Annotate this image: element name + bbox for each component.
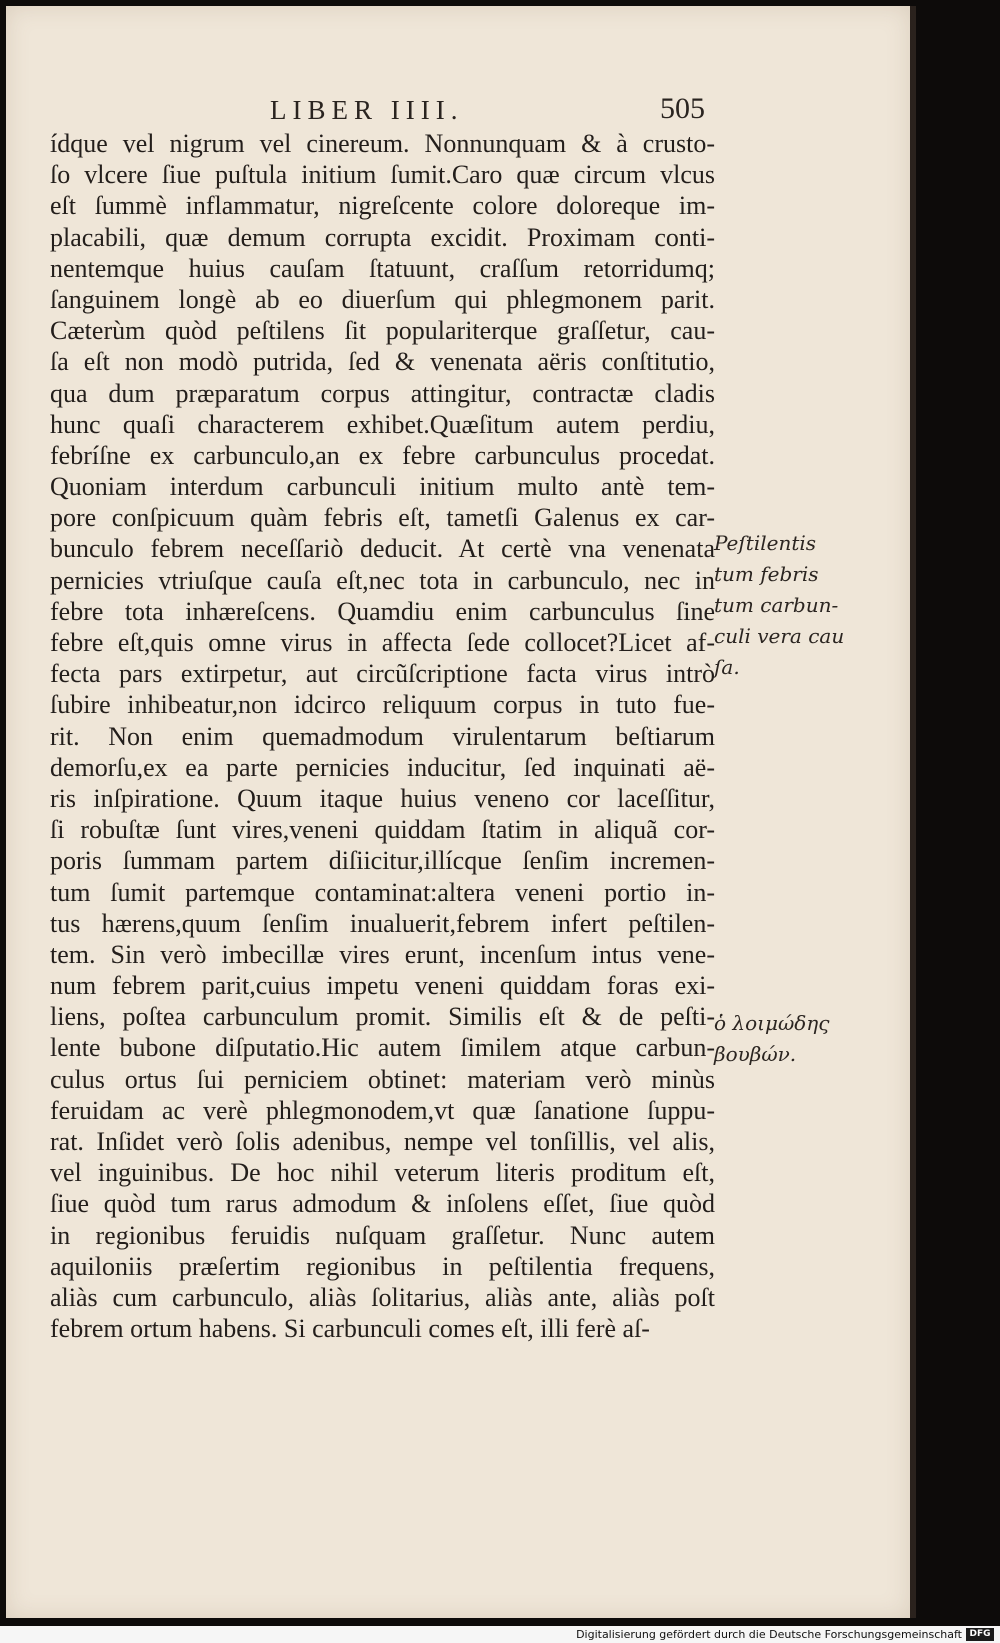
margin-note-line: tum carbun- [714,593,839,617]
margin-note-line: ſa. [714,655,740,679]
text-line: placabili, quæ demum corrupta excidit. Proximam conti- [50,222,715,252]
text-line: pernicies vtriuſque cauſa eſt,nec tota in carbunculo, nec in [50,565,715,595]
text-line: vel inguinibus. De hoc nihil veterum literis proditum eſt, [50,1158,715,1188]
text-line: in regionibus feruidis nuſquam graſſetur. Nunc autem [50,1220,715,1250]
text-line: febre tota inhæreſcens. Quamdiu enim carbunculus ſine [50,596,715,626]
text-line: nentemque huius cauſam ſtatuunt, craſſum retorridumq; [50,253,715,283]
text-line: aliàs cum carbunculo, aliàs ſolitarius, aliàs ante, aliàs poſt [50,1282,715,1312]
funding-credit: Digitalisierung gefördert durch die Deutsche Forschungsgemeinschaft [576,1628,962,1641]
text-line: bunculo febrem neceſſariò deducit. At certè vna venenata [50,534,715,564]
text-line: febre eſt,quis omne virus in affecta ſede collocet?Licet af- [50,628,715,657]
text-line: ſubire inhibeatur,non idcirco reliquum corpus in tuto fue- [50,690,715,720]
text-line: liens, poſtea carbunculum promit. Similis eſt & de peſti- [50,1002,715,1032]
text-line: tem. Sin verò imbecillæ vires erunt, incenſum intus vene- [50,939,715,969]
text-line: ſo vlcere ſiue puſtula initium ſumit.Caro quæ circum vlcus [50,160,715,190]
dfg-logo: DFG [966,1628,994,1641]
main-text-block [50,128,715,1344]
text-line: eſt ſummè inflammatur, nigreſcente colore doloreque im- [50,191,715,221]
text-line: ſa eſt non modò putrida, ſed & venenata aëris conſtitutio, [50,347,715,377]
margin-note-line: ὁ λοιμώδης [714,1011,830,1035]
text-line: num febrem parit,cuius impetu veneni quiddam foras exi- [50,971,715,1001]
text-line: rit. Non enim quemadmodum virulentarum beſtiarum [50,721,715,751]
margin-note-line: βουβών. [714,1042,797,1066]
text-line: culus ortus ſui perniciem obtinet: materiam verò minùs [50,1064,715,1094]
text-line: fecta pars extirpetur, aut circũſcriptione facta virus intrò [50,659,715,689]
text-line: ris inſpiratione. Quum itaque huius veneno cor laceſſitur, [50,783,715,813]
text-line: qua dum præparatum corpus attingitur, contractæ cladis [50,378,715,408]
text-line: febrem ortum habens. Si carbunculi comes eſt, illi ferè aſ- [50,1314,650,1344]
text-line: ſi robuſtæ ſunt vires,veneni quiddam ſtatim in aliquã cor- [50,815,715,845]
text-line: aquiloniis præſertim regionibus in peſtilentia frequens, [50,1251,715,1281]
text-line: Cæterùm quòd peſtilens ſit populariterque graſſetur, cau- [50,316,715,346]
text-line: ídque vel nigrum vel cinereum. Nonnunquam & à crusto- [50,129,715,158]
text-line: feruidam ac verè phlegmonodem,vt quæ ſanatione ſuppu- [50,1095,715,1125]
text-line: demorſu,ex ea parte pernicies inducitur, ſed inquinati aë- [50,752,715,782]
margin-note-cause [714,528,844,683]
page-number: 505 [660,92,705,125]
margin-note-line: culi vera cau [714,624,845,648]
text-line: rat. Inſidet verò ſolis adenibus, nempe vel tonſillis, vel alis, [50,1127,715,1156]
margin-note-line: Peſtilentis [714,531,817,555]
text-line: tum ſumit partemque contaminat:altera veneni portio in- [50,877,715,907]
text-line: pore conſpicuum quàm febris eſt, tametſi Galenus ex car- [50,503,715,533]
text-line: ſanguinem longè ab eo diuerſum qui phlegmonem parit. [50,284,715,314]
text-line: hunc quaſi characterem exhibet.Quæſitum autem perdiu, [50,409,715,439]
margin-note-line: tum febris [714,562,819,586]
text-line: Quoniam interdum carbunculi initium multo antè tem- [50,472,715,502]
page-edge [910,6,916,1618]
text-line: tus hærens,quum ſenſim inualuerit,febrem infert peſtilen- [50,908,715,938]
digitization-footer [0,1626,1000,1643]
text-line: poris ſummam partem diſiicitur,illícque ſenſim incremen- [50,846,715,876]
margin-note-greek [714,1008,830,1070]
text-line: ſiue quòd tum rarus admodum & inſolens eſſet, ſiue quòd [50,1189,715,1219]
text-line: febríſne ex carbunculo,an ex febre carbunculus procedat. [50,440,715,470]
running-head: LIBER IIII. [270,95,464,125]
text-line: lente bubone diſputatio.Hic autem ſimilem atque carbun- [50,1033,715,1063]
